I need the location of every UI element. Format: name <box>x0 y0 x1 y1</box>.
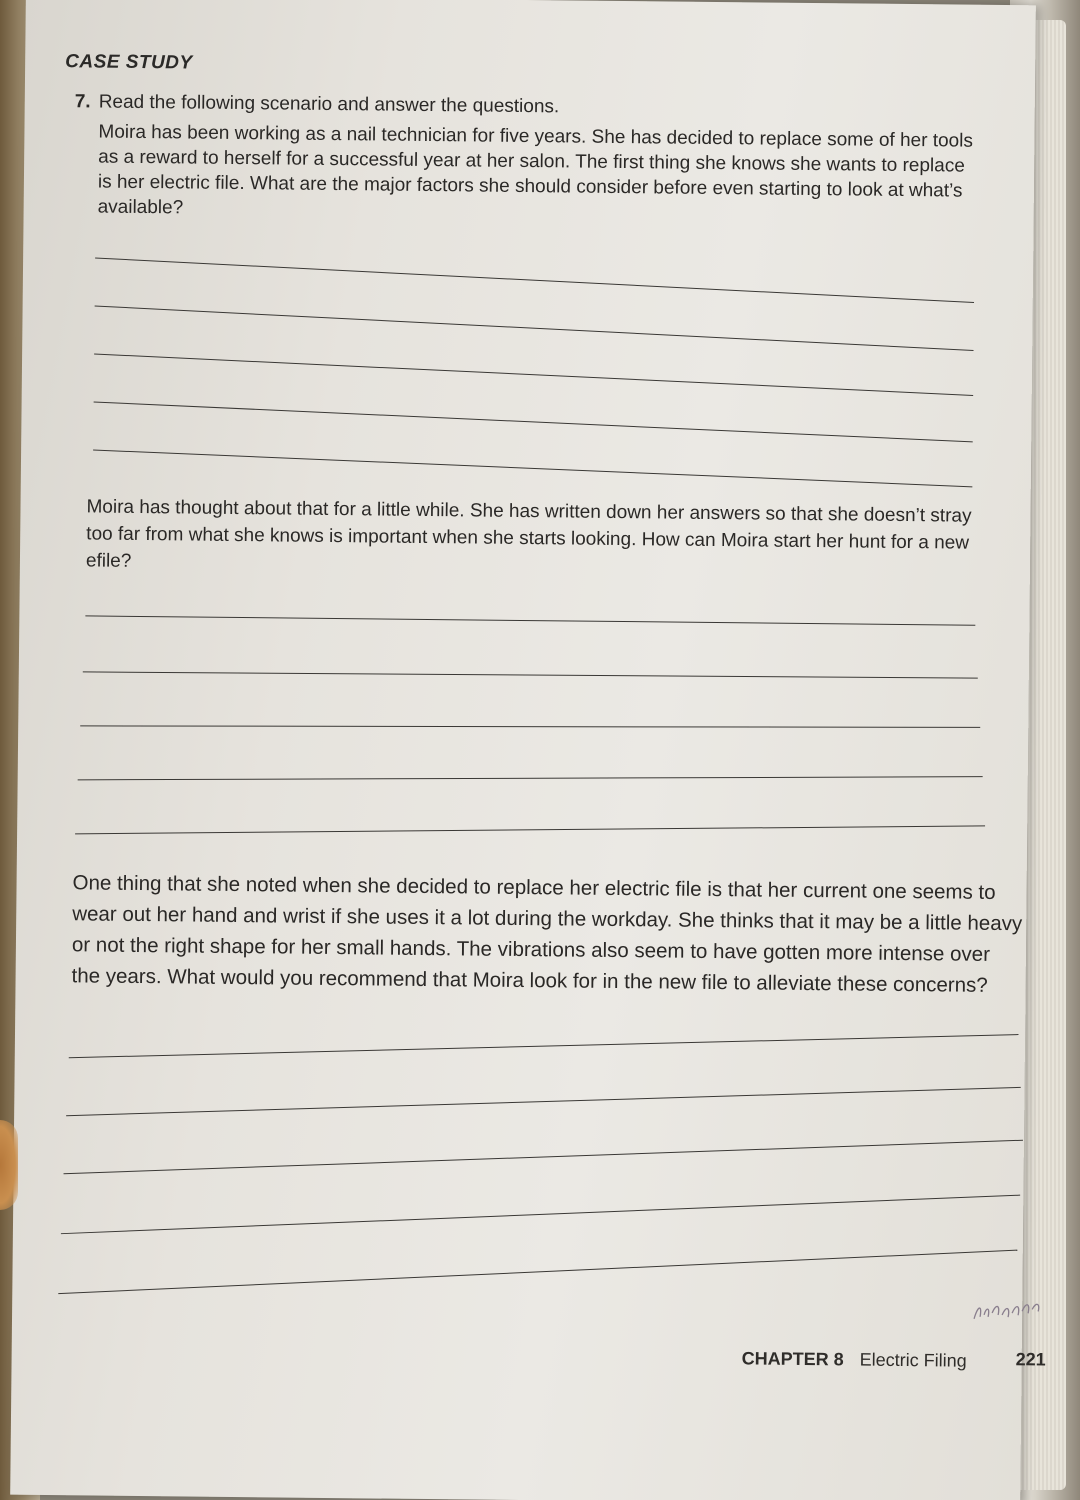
thumb <box>0 1120 18 1210</box>
answer-line[interactable] <box>64 1140 1023 1175</box>
question-intro: Read the following scenario and answer the questions. <box>98 91 560 118</box>
answer-line[interactable] <box>95 257 974 303</box>
question-number: 7. <box>74 91 91 113</box>
answer-line[interactable] <box>66 1087 1021 1116</box>
answer-line[interactable] <box>75 825 985 834</box>
answer-line[interactable] <box>69 1034 1019 1058</box>
section-title: CASE STUDY <box>65 51 193 74</box>
scenario-paragraph-3: One thing that she noted when she decided to replace her electric file is that her current one seems to wear out her hand and wrist if she uses it a lot during the workday. She thinks that it may be a little heavy or not the right shape for her small hands. The vibrations also seem to have gotten more intense over the years. What would you recommend that Moira look for in the new file to alleviate these concerns? <box>71 871 1023 997</box>
answer-line[interactable] <box>95 305 974 351</box>
page-content <box>10 0 1046 1500</box>
pencil-scribble <box>972 1295 1042 1326</box>
answer-line[interactable] <box>58 1250 1017 1295</box>
answer-line[interactable] <box>78 776 983 780</box>
footer-chapter-title: Electric Filing <box>859 1349 967 1371</box>
answer-line[interactable] <box>80 725 980 728</box>
answer-line[interactable] <box>94 401 973 442</box>
workbook-page <box>10 0 1046 1500</box>
page-number: 221 <box>1015 1349 1046 1370</box>
answer-line[interactable] <box>83 671 978 678</box>
scenario-paragraph-1: Moira has been working as a nail technician for five years. She has decided to replace some of her tools as a reward to herself for a successful year at her salon. The first thing she knows she wants to replace is her electric file. What are the major factors she should consider before even starting to look at what’s available? <box>97 121 973 219</box>
answer-line[interactable] <box>85 615 975 625</box>
footer-chapter-label: CHAPTER 8 <box>741 1348 844 1370</box>
answer-line[interactable] <box>94 353 973 395</box>
answer-line[interactable] <box>93 449 972 487</box>
scenario-paragraph-2: Moira has thought about that for a little while. She has written down her answers so that she doesn’t stray too far from what she knows is important when she starts looking. How can Moira start her hunt for a new efile? <box>85 496 972 572</box>
answer-line[interactable] <box>61 1195 1020 1235</box>
